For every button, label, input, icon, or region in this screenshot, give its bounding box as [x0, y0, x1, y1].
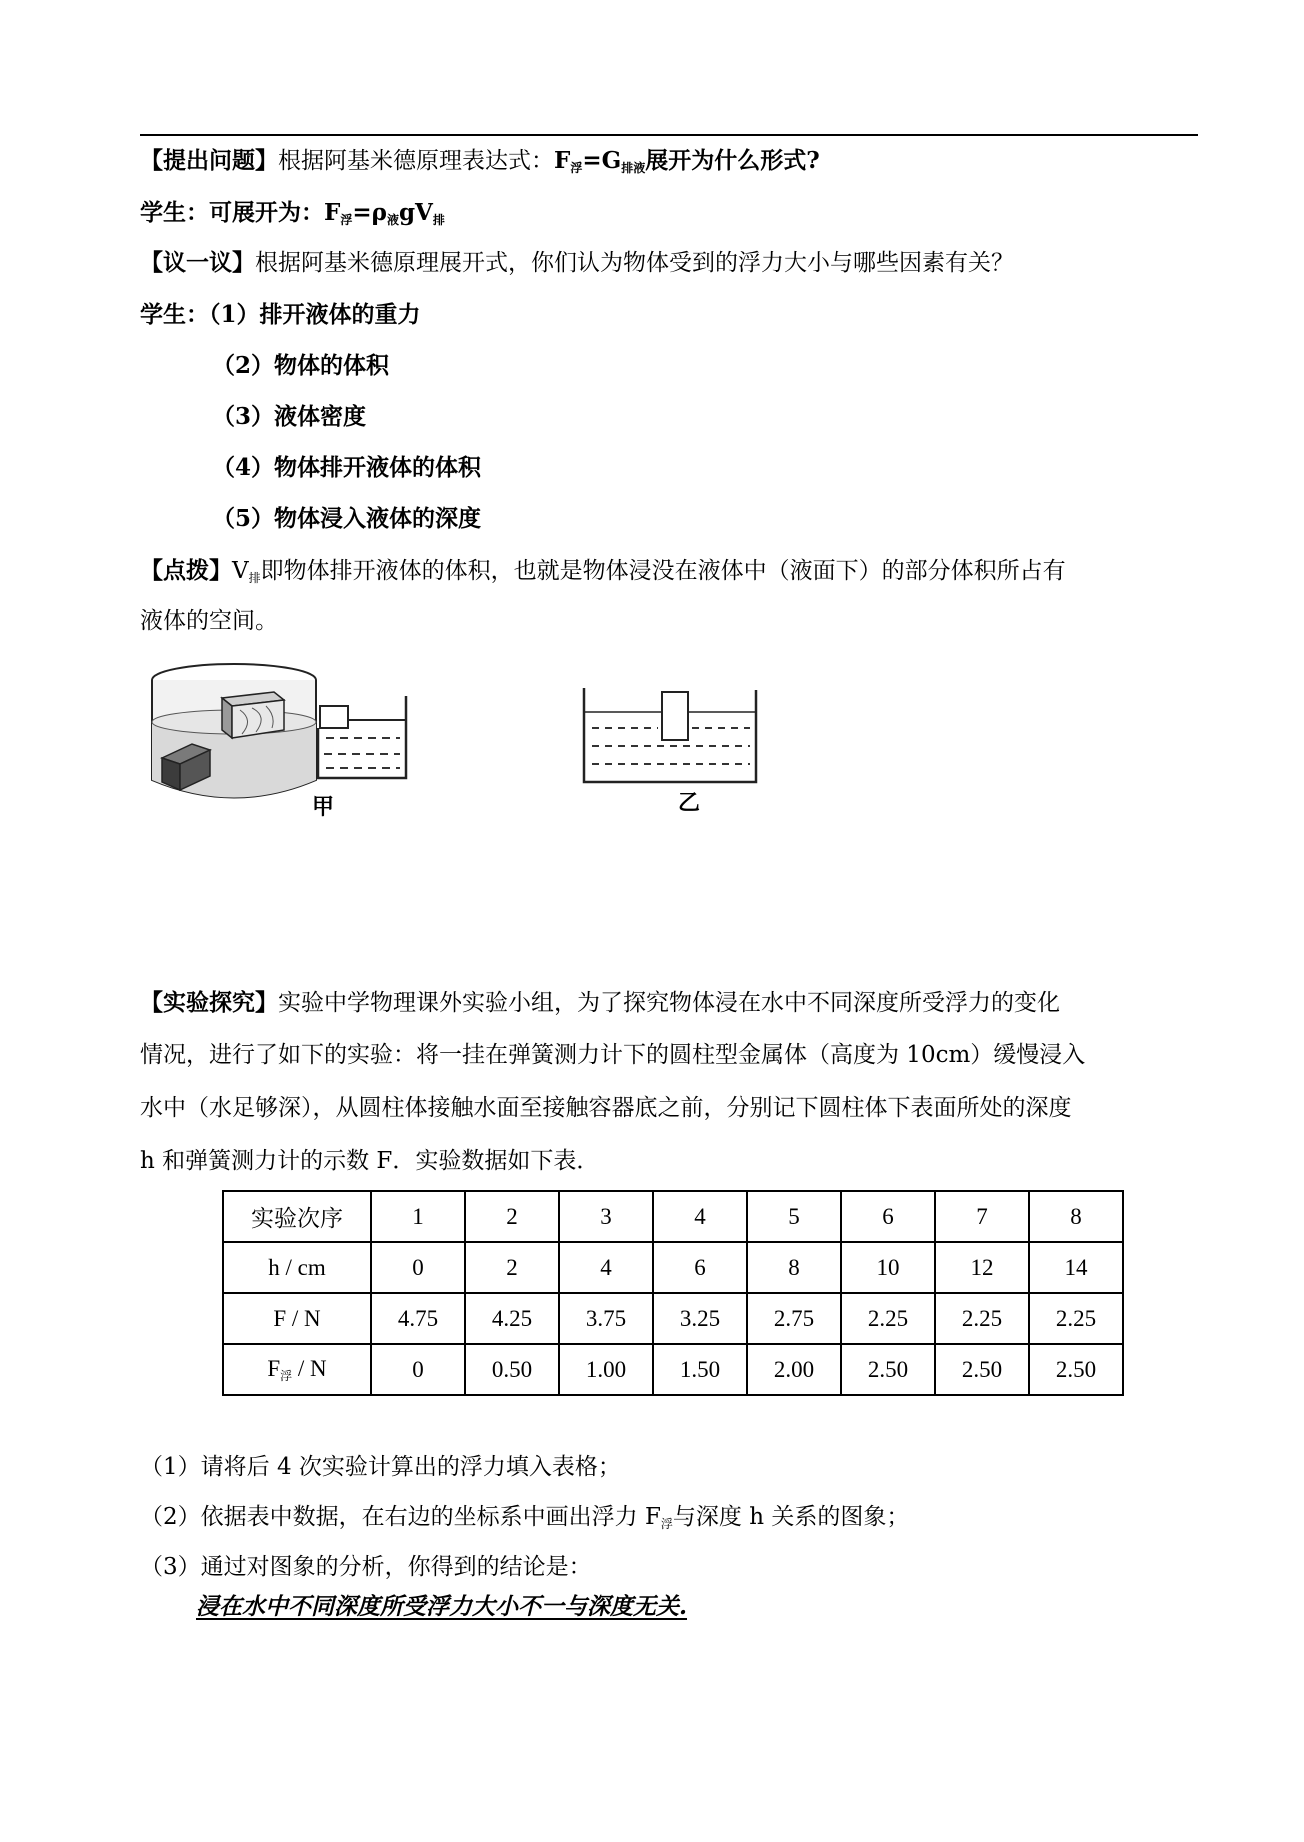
- student-answers-line-1: [140, 300, 421, 330]
- table-cell: 2.25: [935, 1293, 1029, 1344]
- hint-label: 【点拨】: [140, 557, 232, 584]
- hint-line-2: 液体的空间。: [140, 608, 278, 634]
- figure-yi-label: 乙: [678, 791, 701, 816]
- expansion-sub-fu: 浮: [340, 213, 353, 227]
- table-cell: 8: [747, 1242, 841, 1293]
- table-cell: 1.00: [559, 1344, 653, 1395]
- table-row: [223, 1191, 1123, 1242]
- table-cell: 14: [1029, 1242, 1123, 1293]
- question-2-post: 与深度 h 关系的图象；: [672, 1504, 910, 1530]
- expansion-gv: gV: [398, 199, 433, 226]
- experiment-line-3: 水中（水足够深），从圆柱体接触水面至接触容器底之前，分别记下圆柱体下表面所处的深度: [140, 1095, 1072, 1121]
- wood-block: [222, 692, 284, 738]
- table-cell: 4: [559, 1242, 653, 1293]
- table-cell: 8: [1029, 1191, 1123, 1242]
- formula-sub-paiye: 排液: [621, 161, 646, 175]
- formula-sub-fu: 浮: [570, 161, 583, 175]
- table-cell: 2: [465, 1191, 559, 1242]
- figure-jia-label: 甲: [312, 795, 335, 820]
- table-row: [223, 1344, 1123, 1395]
- fbuoy-sub: 浮: [280, 1368, 293, 1383]
- student-answer-item: （2）物体的体积: [212, 352, 390, 379]
- formula-eq-g: =G: [582, 147, 622, 174]
- student-answers-prefix: 学生：: [140, 301, 209, 328]
- table-row: [223, 1242, 1123, 1293]
- table-cell: 3.75: [559, 1293, 653, 1344]
- question-1: （1）请将后 4 次实验计算出的浮力填入表格；: [140, 1454, 621, 1480]
- header-rule: [140, 134, 1198, 136]
- table-cell: 4.25: [465, 1293, 559, 1344]
- discuss-label: 【议一议】: [140, 249, 255, 276]
- pose-question-line: [140, 146, 820, 183]
- conclusion-answer: 浸在水中不同深度所受浮力大小不一与深度无关.: [196, 1593, 688, 1620]
- table-cell: 4.75: [371, 1293, 465, 1344]
- container-jia: [318, 696, 406, 778]
- student-expansion-prefix: 学生：可展开为：F: [140, 199, 341, 226]
- row-header: 实验次序: [223, 1191, 371, 1242]
- expansion-sub-pai: 排: [432, 213, 445, 227]
- student-expansion-line: [140, 198, 445, 235]
- student-answer-item: （5）物体浸入液体的深度: [212, 505, 482, 532]
- table-cell: 2.50: [841, 1344, 935, 1395]
- table-cell: 1: [371, 1191, 465, 1242]
- expansion-sub-ye: 液: [386, 213, 399, 227]
- table-cell: 2.25: [1029, 1293, 1123, 1344]
- pose-question-label: 【提出问题】: [140, 147, 278, 174]
- table-cell: 2.50: [935, 1344, 1029, 1395]
- fbuoy-f: F: [267, 1355, 281, 1381]
- experiment-line-2: 情况，进行了如下的实验：将一挂在弹簧测力计下的圆柱型金属体（高度为 10cm）缓慢浸入: [140, 1042, 1086, 1068]
- row-header: F / N: [223, 1293, 371, 1344]
- pose-question-tail: 展开为什么形式?: [645, 147, 820, 174]
- float-cylinder: [662, 692, 688, 740]
- student-answer-item: （1）排开液体的重力: [209, 301, 421, 328]
- figure-jia: [142, 650, 442, 850]
- table-cell: 1.50: [653, 1344, 747, 1395]
- discuss-line: [140, 248, 1014, 278]
- student-answer-item: （4）物体排开液体的体积: [212, 454, 482, 481]
- table-cell: 12: [935, 1242, 1029, 1293]
- hint-line-1: [140, 556, 1066, 593]
- row-header-fbuoy: [223, 1344, 371, 1395]
- table-cell: 10: [841, 1242, 935, 1293]
- pose-question-text: 根据阿基米德原理表达式：: [278, 148, 554, 174]
- table-cell: 6: [841, 1191, 935, 1242]
- experiment-label: 【实验探究】: [140, 989, 278, 1016]
- table-cell: 4: [653, 1191, 747, 1242]
- table-cell: 3: [559, 1191, 653, 1242]
- table-cell: 2.75: [747, 1293, 841, 1344]
- experiment-line-4: h 和弹簧测力计的示数 F．实验数据如下表．: [140, 1148, 600, 1174]
- row-header: h / cm: [223, 1242, 371, 1293]
- table-cell: 6: [653, 1242, 747, 1293]
- table-row: [223, 1293, 1123, 1344]
- expansion-rho: =ρ: [352, 199, 387, 226]
- hint-v: V: [232, 558, 249, 584]
- experiment-text-1: 实验中学物理课外实验小组，为了探究物体浸在水中不同深度所受浮力的变化: [278, 990, 1060, 1016]
- question-2-pre: （2）依据表中数据，在右边的坐标系中画出浮力 F: [140, 1504, 661, 1530]
- table-cell: 3.25: [653, 1293, 747, 1344]
- hint-v-sub: 排: [248, 571, 261, 585]
- table-cell: 2.00: [747, 1344, 841, 1395]
- discuss-text: 根据阿基米德原理展开式，你们认为物体受到的浮力大小与哪些因素有关？: [255, 250, 1014, 276]
- container-yi: [584, 688, 756, 782]
- question-3: （3）通过对图象的分析，你得到的结论是：: [140, 1554, 592, 1580]
- table-cell: 0: [371, 1344, 465, 1395]
- table-cell: 2: [465, 1242, 559, 1293]
- student-answer-item: （3）液体密度: [212, 403, 367, 430]
- fbuoy-unit: / N: [292, 1355, 327, 1381]
- question-2: [140, 1502, 909, 1539]
- table-cell: 0: [371, 1242, 465, 1293]
- hint-text-1: 即物体排开液体的体积，也就是物体浸没在液体中（液面下）的部分体积所占有: [260, 558, 1066, 584]
- table-cell: 2.25: [841, 1293, 935, 1344]
- table-cell: 7: [935, 1191, 1029, 1242]
- formula-f: F: [554, 147, 571, 174]
- question-2-sub: 浮: [660, 1517, 673, 1531]
- table-cell: 5: [747, 1191, 841, 1242]
- experiment-line-1: [140, 988, 1060, 1018]
- table-cell: 2.50: [1029, 1344, 1123, 1395]
- table-cell: 0.50: [465, 1344, 559, 1395]
- figure-yi: [578, 672, 778, 822]
- experiment-data-table: [222, 1190, 1124, 1396]
